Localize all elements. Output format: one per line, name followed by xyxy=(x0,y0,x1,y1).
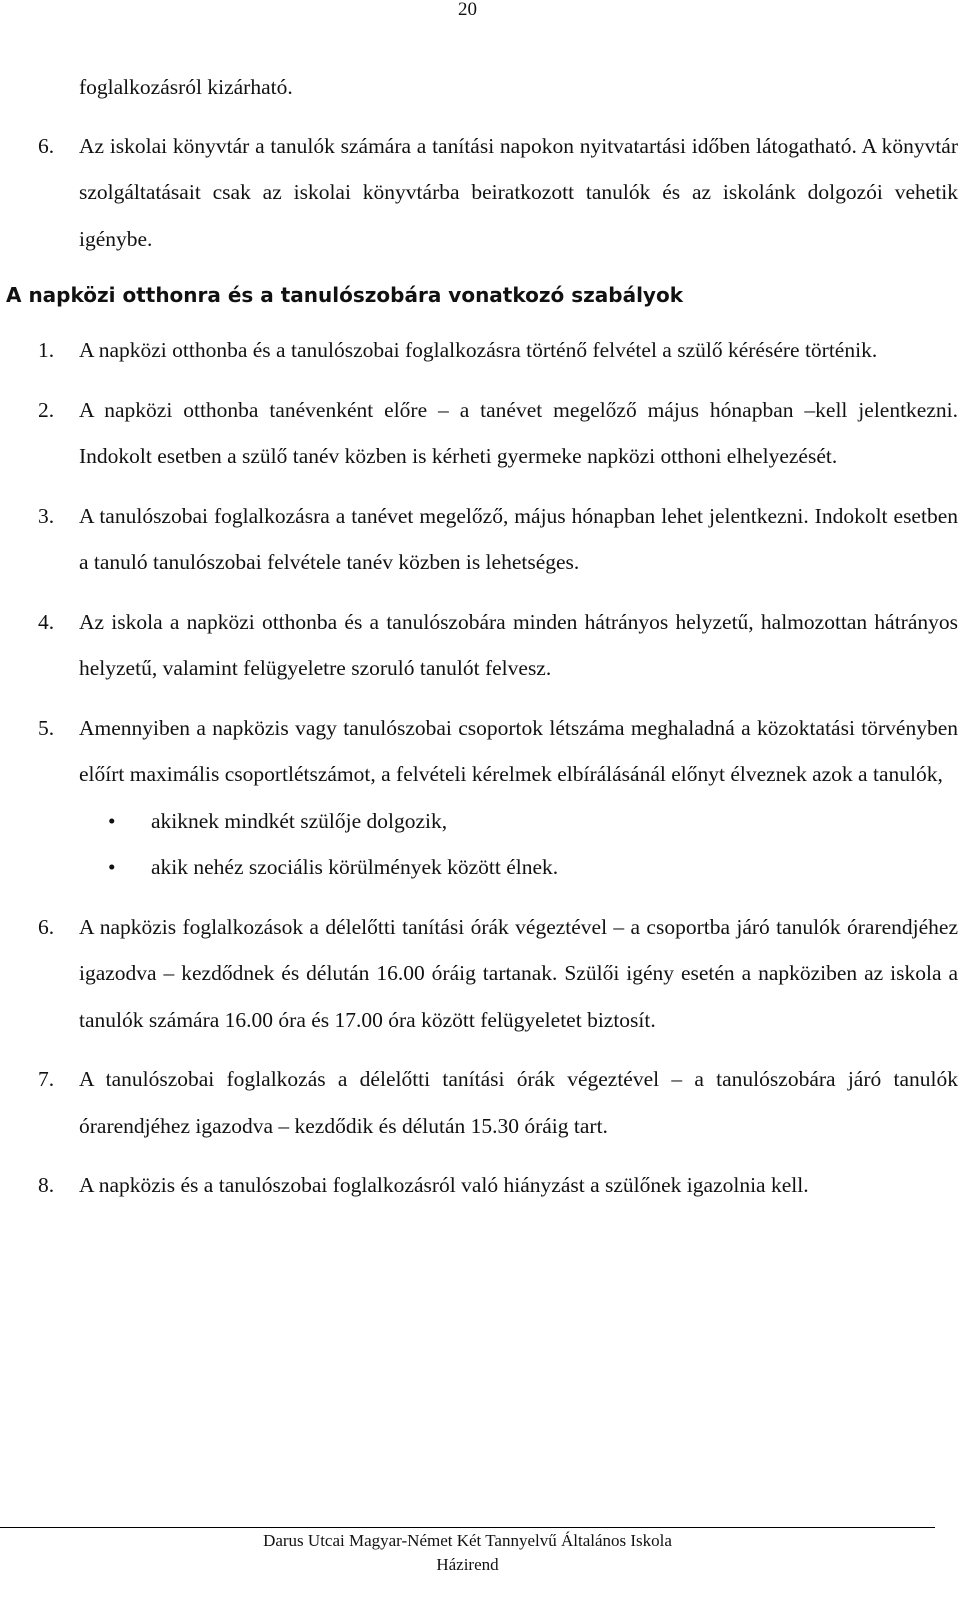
rule-item-4 xyxy=(0,599,958,692)
item-number: 1. xyxy=(38,338,55,362)
bullet-icon: • xyxy=(108,855,116,879)
item-number: 7. xyxy=(38,1067,55,1091)
item-number: 3. xyxy=(38,503,55,528)
item-text: A tanulószobai foglalkozás a délelőtti tanítási órák végeztével – a tanulószobára járó tanulók órarendjéhez igazodva – kezdődik és délután 15.30 óráig tart. xyxy=(79,1067,958,1138)
item-text: A napközis foglalkozások a délelőtti tanítási órák végeztével – a csoportba járó tanulók órarendjéhez igazodva – kezdődnek és délután 16.00 óráig tartanak. Szülői igény esetén a napköziben az iskola a tanulók számára 16.00 óra és 17.00 óra között felügyeletet biztosít. xyxy=(79,914,958,1032)
item-text: A napközis és a tanulószobai foglalkozásról való hiányzást a szülőnek igazolnia kell. xyxy=(79,1173,809,1197)
item-number: 6. xyxy=(38,133,55,158)
rule-item-6 xyxy=(0,904,958,1044)
footer-document-title: Házirend xyxy=(436,1555,499,1574)
item-text: Az iskola a napközi otthonba és a tanulószobára minden hátrányos helyzetű, halmozottan hátrányos helyzetű, valamint felügyeletre szoruló tanulót felvesz. xyxy=(79,609,958,680)
bullet-item xyxy=(79,798,958,845)
section-title: A napközi otthonra és a tanulószobára vonatkozó szabályok xyxy=(6,283,684,307)
page-content xyxy=(0,64,960,1222)
item-number: 5. xyxy=(38,715,55,740)
item-text: Az iskolai könyvtár a tanulók számára a tanítási napokon nyitvatartási időben látogatható. A könyvtár szolgáltatásait csak az iskolai könyvtárba beiratkozott tanulók és az iskolánk dolgozói vehetik igénybe. xyxy=(79,133,958,251)
footer-school-name: Darus Utcai Magyar-Német Két Tannyelvű Általános Iskola xyxy=(263,1531,672,1550)
rule-item-2 xyxy=(0,387,958,480)
footer-divider xyxy=(0,1527,935,1528)
rule-item-7 xyxy=(0,1056,958,1149)
intro-fragment: foglalkozásról kizárható. xyxy=(79,75,293,99)
bullet-list xyxy=(79,798,958,891)
item-number: 4. xyxy=(38,609,55,634)
item-text: A napközi otthonba és a tanulószobai foglalkozásra történő felvétel a szülő kérésére történik. xyxy=(79,338,878,362)
rule-item-1 xyxy=(0,327,958,374)
item-text: A napközi otthonba tanévenként előre – a tanévet megelőző május hónapban –kell jelentkezni. Indokolt esetben a szülő tanév közben is kérheti gyermeke napközi otthoni elhelyezését. xyxy=(79,397,958,468)
bullet-icon: • xyxy=(108,808,116,833)
bullet-item xyxy=(79,844,958,891)
page-footer xyxy=(0,1529,935,1577)
item-text: Amennyiben a napközis vagy tanulószobai csoportok létszáma meghaladná a közoktatási törvényben előírt maximális csoportlétszámot, a felvételi kérelmek elbírálásánál előnyt élveznek azok a tanulók, xyxy=(79,715,958,786)
rule-item-5 xyxy=(0,705,958,891)
library-rule-item xyxy=(0,123,958,263)
page-number: 20 xyxy=(458,0,477,20)
item-number: 6. xyxy=(38,914,55,939)
item-number: 8. xyxy=(38,1173,55,1197)
rule-item-3 xyxy=(0,493,958,586)
rule-item-8 xyxy=(0,1162,958,1209)
bullet-text: akik nehéz szociális körülmények között élnek. xyxy=(151,855,559,879)
item-text: A tanulószobai foglalkozásra a tanévet megelőző, május hónapban lehet jelentkezni. Indokolt esetben a tanuló tanulószobai felvétele tanév közben is lehetséges. xyxy=(79,503,958,574)
bullet-text: akiknek mindkét szülője dolgozik, xyxy=(151,808,448,833)
item-number: 2. xyxy=(38,397,55,422)
